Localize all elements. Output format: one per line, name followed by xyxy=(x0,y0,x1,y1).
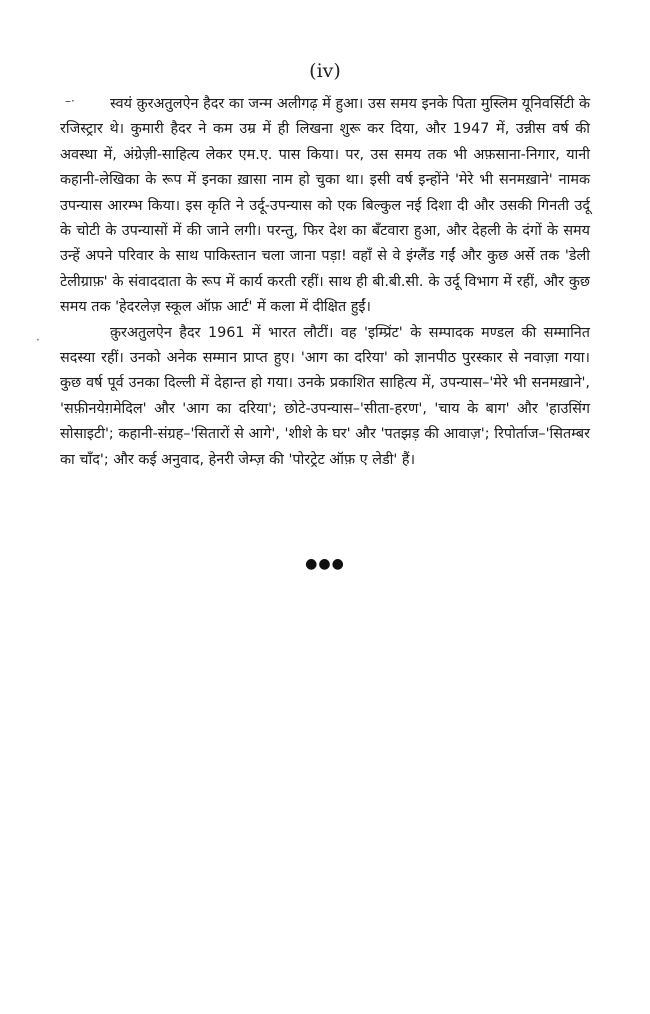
section-end-dots: ●●● xyxy=(305,556,345,572)
paragraph-later-life: क़ुरअतुलऐन हैदर 1961 में भारत लौटीं। वह 'इम्प्रिंट' के सम्पादक मण्डल की सम्मानित सदस्या रहीं। उनको अनेक सम्मान प्राप्त हुए। 'आग का दरिया' को ज्ञानपीठ पुरस्कार से नवाज़ा गया। कुछ वर्ष पूर्व उनका दिल्ली में देहान्त हो गया। उनके प्रकाशित साहित्य में, उपन्यास–'मेरे भी सनमख़ाने', 'सफ़ीनयेग़मेदिल' और 'आग का दरिया'; छोटे-उपन्यास–'सीता-हरण', 'चाय के बाग' और 'हाउसिंग सोसाइटी'; कहानी-संग्रह–'सितारों से आगे', 'शीशे के घर' और 'पतझड़ की आवाज़'; रिपोर्ताज–'सितम्बर का चाँद'; और कई अनुवाद, हेनरी जेम्ज़ की 'पोरट्रेट ऑफ़ ए लेडी' हैं। xyxy=(60,324,590,468)
body-text xyxy=(60,92,590,473)
page-number: (iv) xyxy=(309,60,341,82)
margin-dot-mark: · xyxy=(36,333,40,347)
margin-dash-mark: –· xyxy=(65,94,75,108)
paragraph-biography: स्वयं क़ुरअतुलऐन हैदर का जन्म अलीगढ़ में हुआ। उस समय इनके पिता मुस्लिम यूनिवर्सिटी के रजिस्ट्रार थे। कुमारी हैदर ने कम उम्र में ही लिखना शुरू कर दिया, और 1947 में, उन्नीस वर्ष की अवस्था में, अंग्रेज़ी-साहित्य लेकर एम.ए. पास किया। पर, उस समय तक भी अफ़साना-निगार, यानी कहानी-लेखिका के रूप में इनका ख़ासा नाम हो चुका था। इसी वर्ष इन्होंने 'मेरे भी सनमख़ाने' नामक उपन्यास आरम्भ किया। इस कृति ने उर्दू-उपन्यास को एक बिल्कुल नई दिशा दी और उसकी गिनती उर्दू के चोटी के उपन्यासों में की जाने लगी। परन्तु, फिर देश का बँटवारा हुआ, और देहली के दंगों के समय उन्हें अपने परिवार के साथ पाकिस्तान चला जाना पड़ा! वहाँ से वे इंग्लैंड गईं और कुछ अर्से तक 'डेली टेलीग्राफ़' के संवाददाता के रूप में कार्य करती रहीं। साथ ही बी.बी.सी. के उर्दू विभाग में रहीं, और कुछ समय तक 'हेदरलेज़ स्कूल ऑफ़ आर्ट' में कला में दीक्षित हुईं। xyxy=(60,96,590,316)
